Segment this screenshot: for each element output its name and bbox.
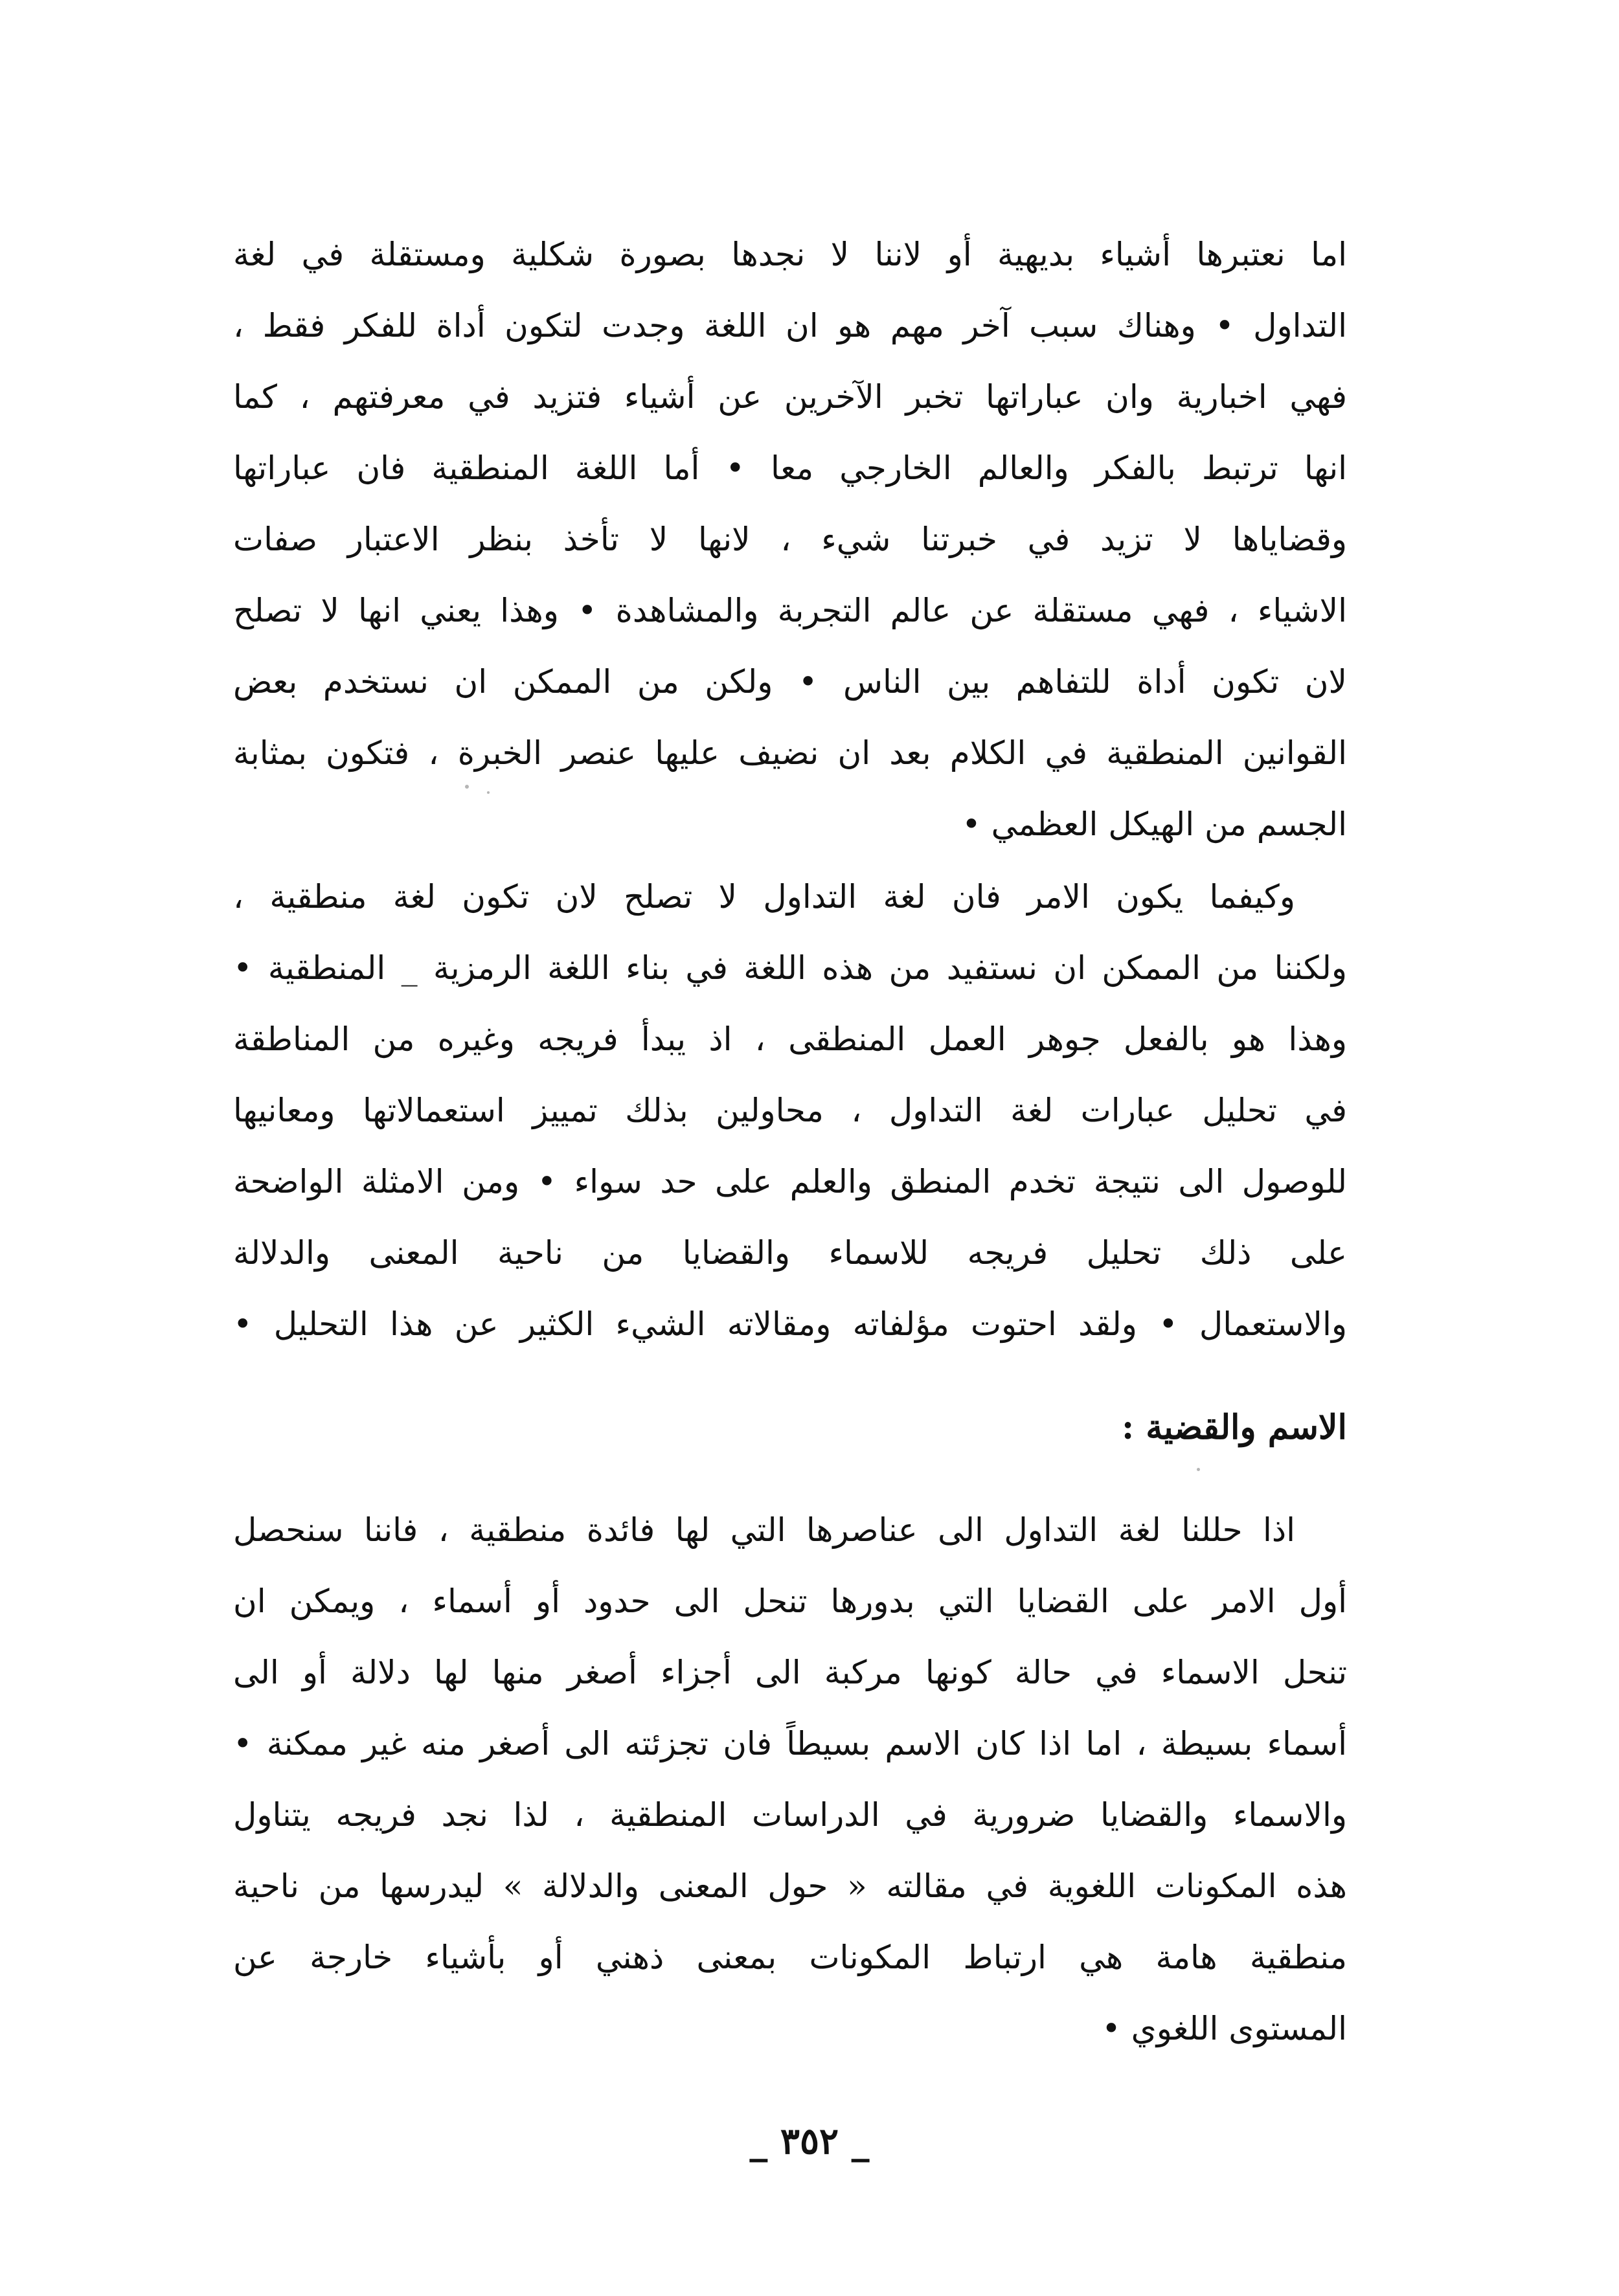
paragraph-1-line: الاشياء ، فهي مستقلة عن عالم التجربة والمشاهدة • وهذا يعني انها لا تصلح (233, 592, 1347, 629)
paragraph-2-line: والاستعمال • ولقد احتوت مؤلفاته ومقالاته الشيء الكثير عن هذا التحليل • (233, 1305, 1347, 1343)
paragraph-1-line: لان تكون أداة للتفاهم بين الناس • ولكن من الممكن ان نستخدم بعض (233, 663, 1347, 701)
paragraph-3-line: أول الامر على القضايا التي بدورها تنحل الى حدود أو أسماء ، ويمكن ان (233, 1582, 1347, 1620)
paragraph-2-line: وهذا هو بالفعل جوهر العمل المنطقى ، اذ يبدأ فريجه وغيره من المناطقة (233, 1020, 1347, 1058)
paragraph-3-line: تنحل الاسماء في حالة كونها مركبة الى أجزاء أصغر منها لها دلالة أو الى (233, 1654, 1347, 1691)
paragraph-2-line: على ذلك تحليل فريجه للاسماء والقضايا من ناحية المعنى والدلالة (233, 1234, 1347, 1272)
paragraph-1-line: القوانين المنطقية في الكلام بعد ان نضيف عليها عنصر الخبرة ، فتكون بمثابة (233, 734, 1347, 772)
paragraph-3-line: اذا حللنا لغة التداول الى عناصرها التي لها فائدة منطقية ، فاننا سنحصل (233, 1511, 1295, 1549)
paragraph-2-line: في تحليل عبارات لغة التداول ، محاولين بذلك تمييز استعمالاتها ومعانيها (233, 1092, 1347, 1129)
paragraph-2-line: ولكننا من الممكن ان نستفيد من هذه اللغة في بناء اللغة الرمزية _ المنطقية • (233, 949, 1347, 987)
paragraph-3-line: أسماء بسيطة ، اما اذا كان الاسم بسيطاً فان تجزئته الى أصغر منه غير ممكنة • (233, 1725, 1347, 1762)
paragraph-2-line: للوصول الى نتيجة تخدم المنطق والعلم على حد سواء • ومن الامثلة الواضحة (233, 1163, 1347, 1200)
page-number: _ ٣٥٢ _ (749, 2120, 870, 2163)
scan-speck (1197, 1468, 1200, 1471)
paragraph-1-line: التداول • وهناك سبب آخر مهم هو ان اللغة وجدت لتكون أداة للفكر فقط ، (233, 307, 1347, 344)
paragraph-3-line: هذه المكونات اللغوية في مقالته « حول المعنى والدلالة » ليدرسها من ناحية (233, 1867, 1347, 1905)
paragraph-3-line: منطقية هامة هي ارتباط المكونات بمعنى ذهني أو بأشياء خارجة عن (233, 1939, 1347, 1976)
paragraph-3 (233, 1494, 1347, 2064)
paragraph-1-line: وقضاياها لا تزيد في خبرتنا شيء ، لانها لا تأخذ بنظر الاعتبار صفات (233, 521, 1347, 558)
paragraph-1 (233, 219, 1347, 860)
paragraph-2-line: وكيفما يكون الامر فان لغة التداول لا تصلح لان تكون لغة منطقية ، (233, 878, 1295, 916)
paragraph-1-line: الجسم من الهيكل العظمي • (962, 805, 1347, 843)
paragraph-1-line: اما نعتبرها أشياء بديهية أو لاننا لا نجدها بصورة شكلية ومستقلة في لغة (233, 236, 1347, 273)
section-heading: الاسم والقضية : (1121, 1408, 1347, 1447)
paragraph-1-line: فهي اخبارية وان عباراتها تخبر الآخرين عن أشياء فتزيد في معرفتهم ، كما (233, 378, 1347, 416)
paragraph-2 (233, 861, 1347, 1360)
paragraph-3-line: والاسماء والقضايا ضرورية في الدراسات المنطقية ، لذا نجد فريجه يتناول (233, 1796, 1347, 1834)
paragraph-3-line: المستوى اللغوي • (1102, 2010, 1347, 2047)
paragraph-1-line: انها ترتبط بالفكر والعالم الخارجي معا • أما اللغة المنطقية فان عباراتها (233, 449, 1347, 487)
